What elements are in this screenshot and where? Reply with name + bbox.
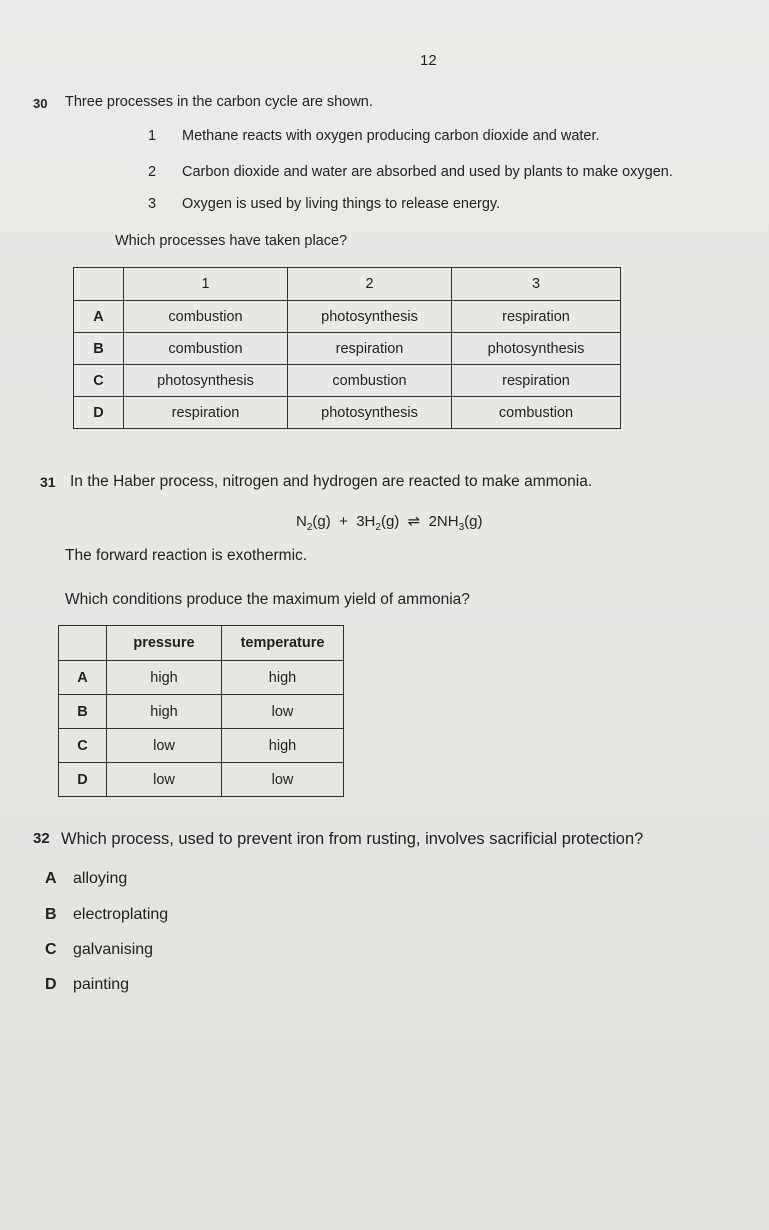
table-header: 2 bbox=[288, 268, 452, 301]
table-header-row bbox=[74, 268, 621, 301]
equation-term: N bbox=[296, 513, 307, 530]
question-31-answer-table bbox=[58, 625, 344, 797]
statement-text: Methane reacts with oxygen producing carbon dioxide and water. bbox=[182, 128, 600, 144]
table-cell: low bbox=[222, 763, 344, 797]
table-cell: combustion bbox=[124, 333, 288, 365]
option-letter: B bbox=[74, 333, 124, 365]
table-cell: high bbox=[107, 695, 222, 729]
table-cell: high bbox=[222, 729, 344, 763]
table-header-row bbox=[59, 626, 344, 661]
question-31-forward-note: The forward reaction is exothermic. bbox=[65, 547, 308, 564]
question-31-number: 31 bbox=[40, 474, 56, 490]
option-letter: C bbox=[45, 941, 57, 958]
table-row[interactable] bbox=[59, 729, 344, 763]
table-cell: high bbox=[107, 661, 222, 695]
table-header bbox=[59, 626, 107, 661]
option-text: alloying bbox=[73, 870, 128, 887]
table-cell: photosynthesis bbox=[452, 333, 621, 365]
table-cell: combustion bbox=[452, 397, 621, 429]
answer-option-a[interactable] bbox=[45, 870, 127, 888]
table-cell: respiration bbox=[452, 365, 621, 397]
table-header bbox=[74, 268, 124, 301]
statement-number: 3 bbox=[148, 196, 157, 212]
table-header: 3 bbox=[452, 268, 621, 301]
option-letter: B bbox=[59, 695, 107, 729]
option-letter: A bbox=[45, 870, 57, 887]
question-31-prompt: Which conditions produce the maximum yield of ammonia? bbox=[65, 591, 470, 608]
table-row[interactable] bbox=[74, 365, 621, 397]
table-row[interactable] bbox=[59, 695, 344, 729]
haber-equation bbox=[296, 512, 482, 533]
equation-state: (g) bbox=[464, 513, 483, 530]
statement-1 bbox=[148, 128, 600, 144]
question-32-text: Which process, used to prevent iron from rusting, involves sacrificial protection? bbox=[61, 830, 644, 848]
question-30-number: 30 bbox=[33, 96, 48, 111]
option-letter: A bbox=[59, 661, 107, 695]
option-letter: D bbox=[45, 976, 57, 993]
table-cell: respiration bbox=[452, 301, 621, 333]
answer-option-b[interactable] bbox=[45, 906, 168, 924]
page-number: 12 bbox=[420, 52, 437, 69]
option-letter: D bbox=[74, 397, 124, 429]
statement-text: Carbon dioxide and water are absorbed and used by plants to make oxygen. bbox=[182, 164, 673, 180]
table-cell: low bbox=[107, 729, 222, 763]
table-cell: photosynthesis bbox=[288, 397, 452, 429]
question-30-text: Three processes in the carbon cycle are shown. bbox=[65, 94, 373, 110]
table-header: pressure bbox=[107, 626, 222, 661]
table-row[interactable] bbox=[74, 301, 621, 333]
statement-text: Oxygen is used by living things to release energy. bbox=[182, 196, 501, 212]
table-row[interactable] bbox=[59, 661, 344, 695]
equation-plus: + bbox=[339, 513, 348, 530]
equation-term: 3H bbox=[356, 513, 376, 530]
option-letter: B bbox=[45, 906, 57, 923]
statement-number: 1 bbox=[148, 128, 157, 144]
option-letter: C bbox=[59, 729, 107, 763]
table-cell: photosynthesis bbox=[288, 301, 452, 333]
equation-subscript: 2 bbox=[306, 522, 313, 533]
statement-2 bbox=[148, 164, 673, 180]
equation-subscript: 2 bbox=[375, 522, 381, 533]
table-row[interactable] bbox=[74, 397, 621, 429]
table-cell: photosynthesis bbox=[124, 365, 288, 397]
table-row[interactable] bbox=[74, 333, 621, 365]
option-text: electroplating bbox=[73, 906, 169, 923]
table-header: temperature bbox=[222, 626, 344, 661]
equation-term: 2NH bbox=[428, 513, 459, 530]
option-letter: C bbox=[74, 365, 124, 397]
question-30-answer-table bbox=[73, 267, 621, 429]
equation-state: (g) bbox=[380, 513, 400, 530]
table-row[interactable] bbox=[59, 763, 344, 797]
answer-option-d[interactable] bbox=[45, 976, 129, 994]
answer-option-c[interactable] bbox=[45, 941, 153, 959]
table-cell: low bbox=[107, 763, 222, 797]
table-cell: low bbox=[222, 695, 344, 729]
question-32-number: 32 bbox=[33, 830, 50, 847]
table-cell: combustion bbox=[288, 365, 452, 397]
equation-subscript: 3 bbox=[458, 522, 465, 533]
question-31-text: In the Haber process, nitrogen and hydrogen are reacted to make ammonia. bbox=[70, 473, 593, 490]
table-cell: combustion bbox=[124, 301, 288, 333]
option-text: galvanising bbox=[73, 941, 154, 958]
equilibrium-arrow-icon: ⇌ bbox=[407, 513, 421, 530]
option-text: painting bbox=[73, 976, 130, 993]
statement-number: 2 bbox=[148, 164, 157, 180]
equation-state: (g) bbox=[312, 513, 331, 530]
table-cell: respiration bbox=[288, 333, 452, 365]
question-30-prompt: Which processes have taken place? bbox=[115, 233, 348, 249]
option-letter: D bbox=[59, 763, 107, 797]
option-letter: A bbox=[74, 301, 124, 333]
table-header: 1 bbox=[124, 268, 288, 301]
statement-3 bbox=[148, 196, 500, 212]
table-cell: high bbox=[222, 661, 344, 695]
table-cell: respiration bbox=[124, 397, 288, 429]
